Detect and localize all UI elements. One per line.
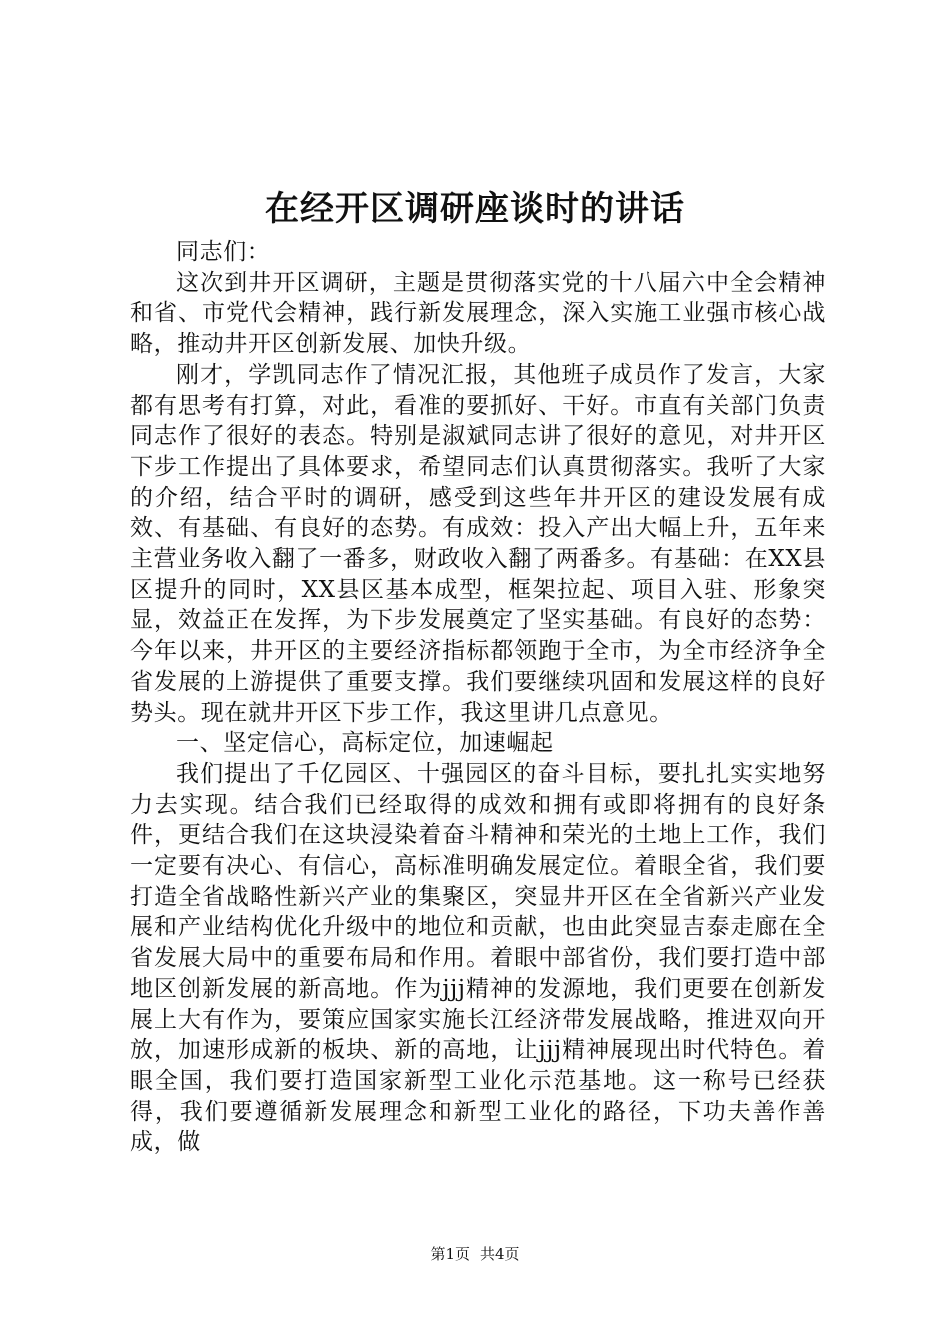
section-heading: 一、坚定信心，高标定位，加速崛起 [176,730,554,757]
document-title: 在经开区调研座谈时的讲话 [265,189,685,229]
body-paragraph: 我们提出了千亿园区、十强园区的奋斗目标，要扎扎实实地努力去实现。结合我们已经取得的成效和拥有或即将拥有的良好条件，更结合我们在这块浸染着奋斗精神和荣光的土地上工作，我们一定要有决心、有信心，高标准明确发展定位。着眼全省，我们要打造全省战略性新兴产业的集聚区，突显井开区在全省新兴产业发展和产业结构优化升级中的地位和贡献，也由此突显吉泰走廊在全省发展大局中的重要布局和作用。着眼中部省份，我们要打造中部地区创新发展的新高地。作为jjj精神的发源地，我们更要在创新发展上大有作为，要策应国家实施长江经济带发展战略，推进双向开放，加速形成新的板块、新的高地，让jjj精神展现出时代特色。着眼全国，我们要打造国家新型工业化示范基地。这一称号已经获得，我们要遵循新发展理念和新型工业化的路径，下功夫善作善成，做 [130,760,826,1156]
page-total: 共4页 [480,1245,520,1263]
page-number: 第1页 [430,1245,470,1263]
page-footer [0,1244,950,1264]
document-body [130,237,826,1158]
salutation-paragraph: 同志们： [176,239,271,265]
body-paragraph: 刚才，学凯同志作了情况汇报，其他班子成员作了发言，大家都有思考有打算，对此，看准的要抓好、干好。市直有关部门负责同志作了很好的表态。特别是淑斌同志讲了很好的意见，对井开区下步工作提出了具体要求，希望同志们认真贯彻落实。我听了大家的介绍，结合平时的调研，感受到这些年井开区的建设发展有成效、有基础、有良好的态势。有成效：投入产出大幅上升，五年来主营业务收入翻了一番多，财政收入翻了两番多。有基础：在XX县区提升的同时，XX县区基本成型，框架拉起、项目入驻、形象突显，效益正在发挥，为下步发展奠定了坚实基础。有良好的态势：今年以来，井开区的主要经济指标都领跑于全市，为全市经济争全省发展的上游提供了重要支撑。我们要继续巩固和发展这样的良好势头。现在就井开区下步工作，我这里讲几点意见。 [130,361,826,726]
body-paragraph: 这次到井开区调研，主题是贯彻落实党的十八届六中全会精神和省、市党代会精神，践行新发展理念，深入实施工业强市核心战略，推动井开区创新发展、加快升级。 [130,269,826,358]
